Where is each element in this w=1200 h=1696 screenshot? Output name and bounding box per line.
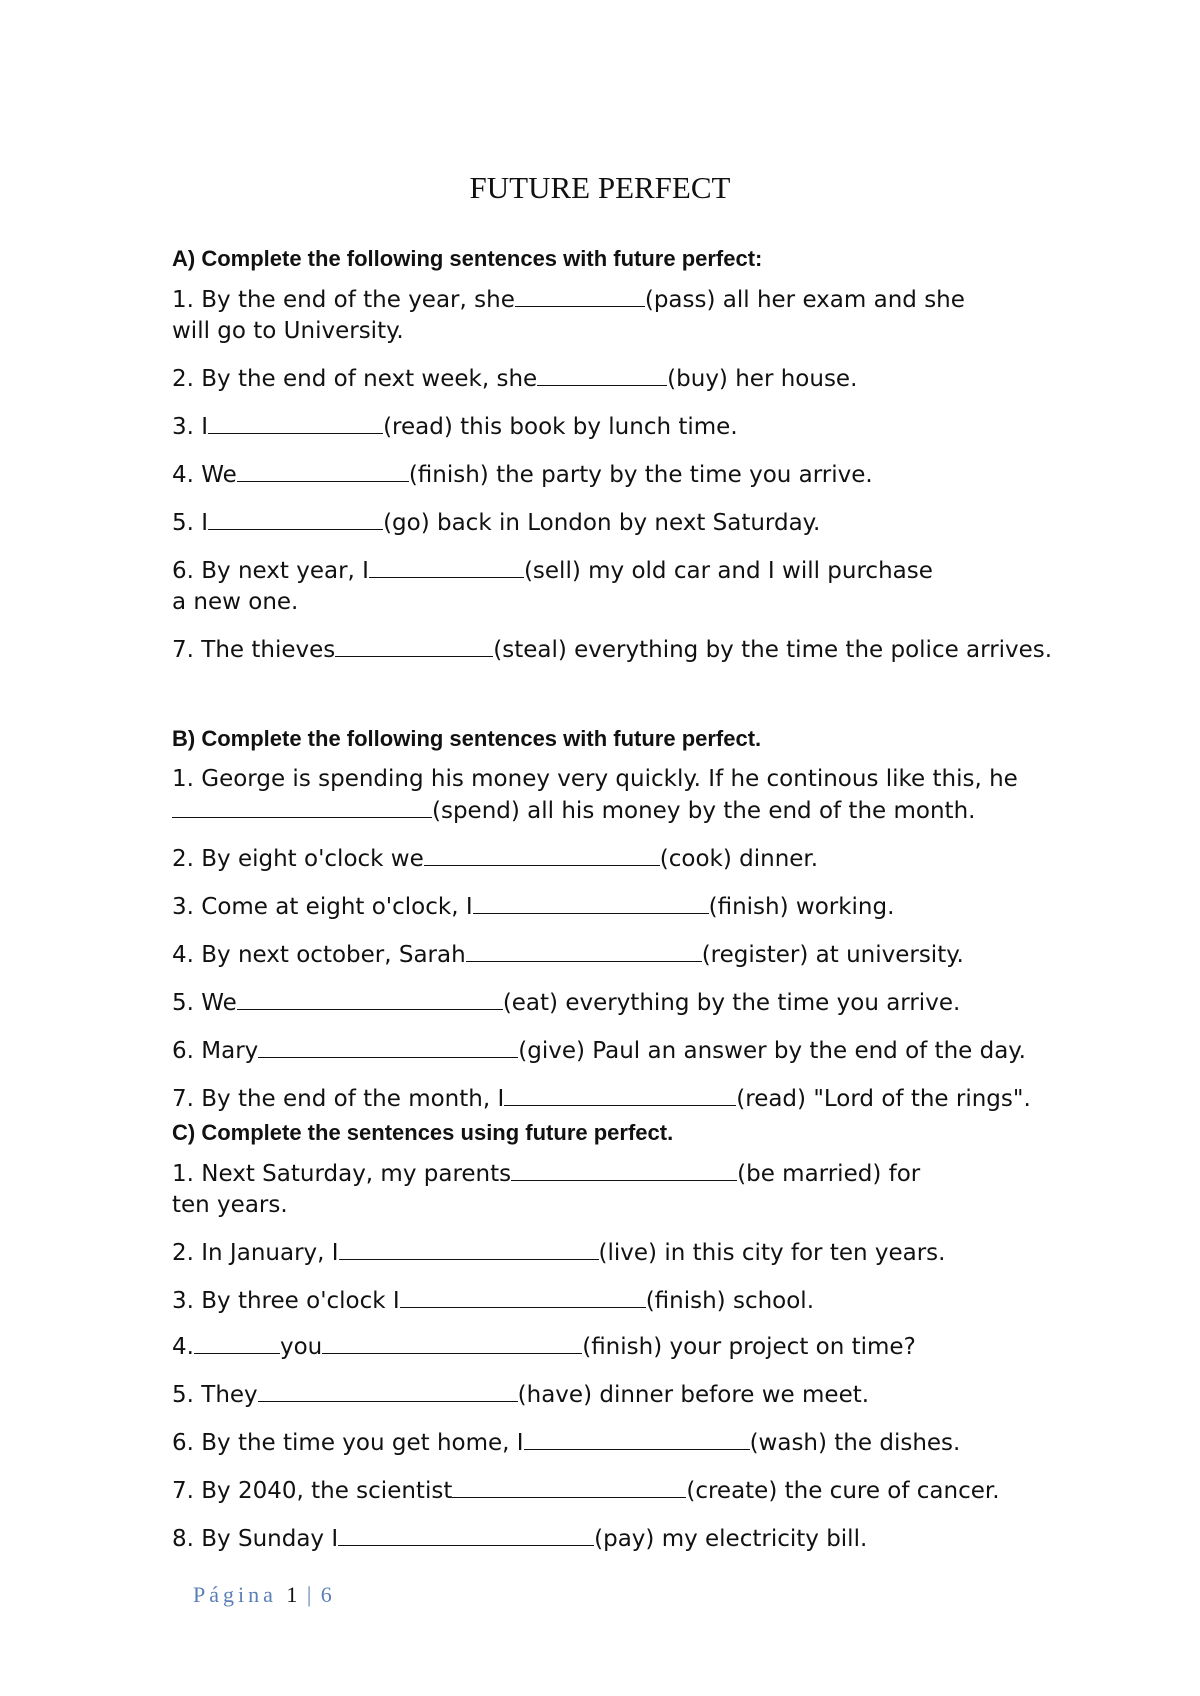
item-text: (finish) working. <box>708 894 895 920</box>
item-text: By next october, Sarah <box>201 942 466 968</box>
item-number: 1. <box>172 1161 194 1187</box>
item-text: The thieves <box>201 637 336 663</box>
answer-blank[interactable] <box>194 1331 280 1354</box>
section-a <box>172 246 1112 682</box>
item-text: I <box>201 510 209 536</box>
item-number: 2. <box>172 846 194 872</box>
item-number: 6. <box>172 1430 194 1456</box>
item-text: (give) Paul an answer by the end of the day. <box>518 1038 1026 1064</box>
answer-blank[interactable] <box>537 363 667 386</box>
item-number: 3. <box>172 414 194 440</box>
exercise-item <box>172 891 1112 923</box>
item-text: (read) this book by lunch time. <box>383 414 738 440</box>
answer-blank[interactable] <box>338 1523 594 1546</box>
exercise-item <box>172 363 1112 395</box>
item-text: In January, I <box>201 1240 339 1266</box>
answer-blank[interactable] <box>258 1035 518 1058</box>
item-number: 2. <box>172 366 194 392</box>
item-text: By the time you get home, I <box>201 1430 524 1456</box>
answer-blank[interactable] <box>172 795 432 818</box>
answer-blank[interactable] <box>369 555 524 578</box>
footer-page-number: 1 <box>286 1582 298 1607</box>
item-text-continued <box>172 795 1112 827</box>
item-text: By the end of the year, she <box>201 287 515 313</box>
item-text: We <box>201 462 237 488</box>
exercise-item <box>172 843 1112 875</box>
item-text: (wash) the dishes. <box>749 1430 961 1456</box>
exercise-item <box>172 1331 1112 1363</box>
item-text: (steal) everything by the time the police arrives. <box>493 637 1053 663</box>
answer-blank[interactable] <box>424 843 660 866</box>
answer-blank[interactable] <box>452 1475 686 1498</box>
answer-blank[interactable] <box>208 411 383 434</box>
item-text: By Sunday I <box>201 1526 339 1552</box>
page-title: FUTURE PERFECT <box>469 170 731 205</box>
answer-blank[interactable] <box>339 1237 599 1260</box>
item-text: By the end of the month, I <box>201 1086 505 1112</box>
answer-blank[interactable] <box>208 507 383 530</box>
answer-blank[interactable] <box>511 1158 737 1181</box>
item-text: (eat) everything by the time you arrive. <box>502 990 961 1016</box>
exercise-item <box>172 284 1112 347</box>
exercise-item <box>172 1035 1112 1067</box>
answer-blank[interactable] <box>524 1427 750 1450</box>
item-text: you <box>279 1334 323 1360</box>
page-footer <box>193 1582 332 1608</box>
answer-blank[interactable] <box>258 1379 518 1402</box>
item-number: 5. <box>172 510 194 536</box>
item-number: 7. <box>172 1086 194 1112</box>
exercise-item <box>172 1158 1112 1221</box>
item-text: (register) at university. <box>701 942 964 968</box>
item-text: By 2040, the scientist <box>201 1478 453 1504</box>
item-number: 4. <box>172 1334 194 1360</box>
item-number: 1. <box>172 766 194 792</box>
item-text: By next year, I <box>201 558 369 584</box>
item-text: By three o'clock I <box>201 1288 400 1314</box>
item-number: 1. <box>172 287 194 313</box>
answer-blank[interactable] <box>504 1083 736 1106</box>
item-text: Come at eight o'clock, I <box>201 894 473 920</box>
item-text: (finish) school. <box>645 1288 815 1314</box>
answer-blank[interactable] <box>515 284 645 307</box>
answer-blank[interactable] <box>466 939 702 962</box>
footer-total-pages: 6 <box>320 1582 332 1607</box>
exercise-item <box>172 939 1112 971</box>
item-text: (buy) her house. <box>667 366 858 392</box>
exercise-item <box>172 1475 1112 1507</box>
item-number: 3. <box>172 1288 194 1314</box>
item-number: 2. <box>172 1240 194 1266</box>
item-number: 4. <box>172 942 194 968</box>
item-text: (pass) all her exam and she <box>644 287 965 313</box>
item-text: (create) the cure of cancer. <box>686 1478 1000 1504</box>
exercise-item <box>172 1083 1112 1115</box>
item-number: 7. <box>172 1478 194 1504</box>
item-text: Mary <box>201 1038 259 1064</box>
item-number: 5. <box>172 1382 194 1408</box>
item-number: 8. <box>172 1526 194 1552</box>
item-text: (have) dinner before we meet. <box>517 1382 870 1408</box>
item-text: By eight o'clock we <box>201 846 424 872</box>
section-a-heading: A) Complete the following sentences with future perfect: <box>172 246 763 271</box>
exercise-item <box>172 555 1112 618</box>
item-text: Next Saturday, my parents <box>201 1161 512 1187</box>
item-text-continued: will go to University. <box>172 318 404 344</box>
item-text: (spend) all his money by the end of the month. <box>432 798 976 824</box>
footer-separator: | <box>306 1582 312 1607</box>
exercise-item <box>172 1523 1112 1555</box>
footer-label: Página <box>193 1582 277 1607</box>
exercise-item <box>172 459 1112 491</box>
answer-blank[interactable] <box>237 987 503 1010</box>
answer-blank[interactable] <box>335 634 493 657</box>
item-number: 6. <box>172 558 194 584</box>
item-number: 7. <box>172 637 194 663</box>
exercise-item <box>172 764 1112 827</box>
section-c-heading: C) Complete the sentences using future perfect. <box>172 1120 674 1145</box>
answer-blank[interactable] <box>473 891 709 914</box>
exercise-item <box>172 411 1112 443</box>
item-text: (live) in this city for ten years. <box>598 1240 946 1266</box>
exercise-item <box>172 634 1112 666</box>
item-text: (read) "Lord of the rings". <box>736 1086 1031 1112</box>
section-b-heading: B) Complete the following sentences with future perfect. <box>172 726 762 751</box>
item-number: 5. <box>172 990 194 1016</box>
exercise-item <box>172 1427 1112 1459</box>
item-text: (cook) dinner. <box>659 846 819 872</box>
answer-blank[interactable] <box>322 1331 582 1354</box>
answer-blank[interactable] <box>400 1285 646 1308</box>
item-text: I <box>201 414 209 440</box>
exercise-item <box>172 987 1112 1019</box>
answer-blank[interactable] <box>237 459 409 482</box>
item-text: By the end of next week, she <box>201 366 538 392</box>
exercise-item <box>172 1379 1112 1411</box>
item-text: (sell) my old car and I will purchase <box>523 558 933 584</box>
item-number: 3. <box>172 894 194 920</box>
section-c <box>172 1120 1112 1571</box>
item-text: We <box>201 990 237 1016</box>
item-text: (go) back in London by next Saturday. <box>383 510 821 536</box>
item-text: (finish) the party by the time you arrive. <box>408 462 873 488</box>
exercise-item <box>172 1285 1112 1317</box>
item-text: (pay) my electricity bill. <box>594 1526 868 1552</box>
exercise-item <box>172 507 1112 539</box>
item-text-continued: a new one. <box>172 589 299 615</box>
item-text: (be married) for <box>737 1161 921 1187</box>
item-text: George is spending his money very quickly. If he continous like this, he <box>201 766 1018 792</box>
item-text: (finish) your project on time? <box>582 1334 916 1360</box>
section-b <box>172 726 1112 1121</box>
item-number: 4. <box>172 462 194 488</box>
item-number: 6. <box>172 1038 194 1064</box>
item-text-continued: ten years. <box>172 1192 288 1218</box>
exercise-item <box>172 1237 1112 1269</box>
item-text: They <box>201 1382 258 1408</box>
